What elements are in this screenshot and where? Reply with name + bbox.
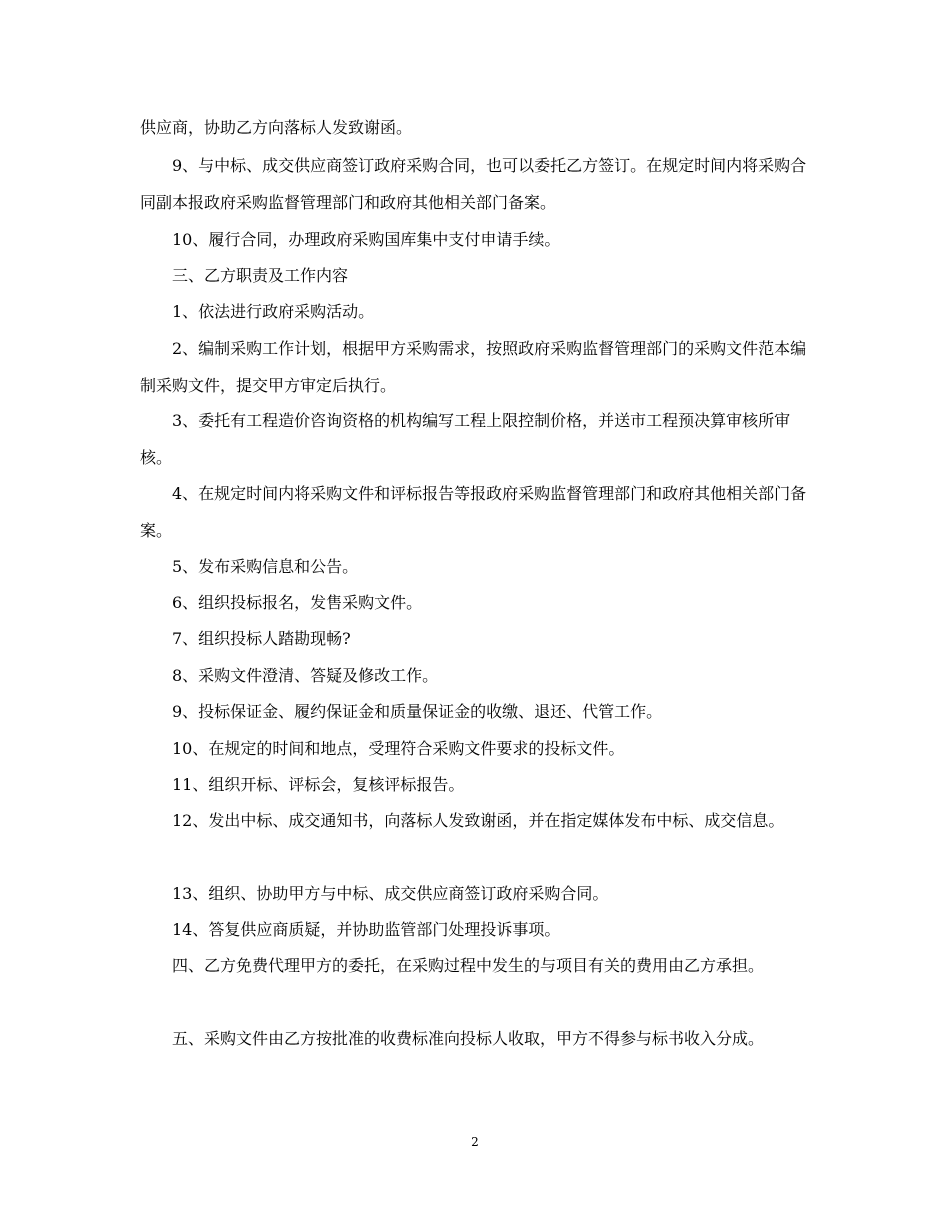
section-heading-3: 三、乙方职责及工作内容 xyxy=(172,266,349,285)
paragraph-item-9-party-a: 9、与中标、成交供应商签订政府采购合同，也可以委托乙方签订。在规定时间内将采购合同副本报政府采购监督管理部门和政府其他相关部门备案。 xyxy=(140,156,807,212)
section-heading-4: 四、乙方免费代理甲方的委托，在采购过程中发生的与项目有关的费用由乙方承担。 xyxy=(172,956,765,975)
paragraph-item-12: 12、发出中标、成交通知书，向落标人发致谢函，并在指定媒体发布中标、成交信息。 xyxy=(172,811,785,830)
paragraph-continuation: 供应商，协助乙方向落标人发致谢函。 xyxy=(140,118,413,137)
paragraph-item-6: 6、组织投标报名，发售采购文件。 xyxy=(172,593,423,612)
page-number: 2 xyxy=(471,1135,479,1149)
paragraph-item-7: 7、组织投标人踏勘现畅? xyxy=(172,629,351,648)
paragraph-item-1: 1、依法进行政府采购活动。 xyxy=(172,302,375,321)
paragraph-item-2: 2、编制采购工作计划，根据甲方采购需求，按照政府采购监督管理部门的采购文件范本编制采购文件，提交甲方审定后执行。 xyxy=(140,339,807,395)
paragraph-item-5: 5、发布采购信息和公告。 xyxy=(172,557,359,576)
paragraph-item-13: 13、组织、协助甲方与中标、成交供应商签订政府采购合同。 xyxy=(172,884,609,903)
section-heading-5: 五、采购文件由乙方按批准的收费标准向投标人收取，甲方不得参与标书收入分成。 xyxy=(172,1029,765,1048)
paragraph-item-8: 8、采购文件澄清、答疑及修改工作。 xyxy=(172,666,439,685)
paragraph-item-10-party-a: 10、履行合同，办理政府采购国库集中支付申请手续。 xyxy=(172,230,561,249)
paragraph-item-4: 4、在规定时间内将采购文件和评标报告等报政府采购监督管理部门和政府其他相关部门备案。 xyxy=(140,484,807,540)
paragraph-item-3: 3、委托有工程造价咨询资格的机构编写工程上限控制价格，并送市工程预决算审核所审核。 xyxy=(140,411,791,467)
paragraph-item-14: 14、答复供应商质疑，并协助监管部门处理投诉事项。 xyxy=(172,920,561,939)
paragraph-item-9: 9、投标保证金、履约保证金和质量保证金的收缴、退还、代管工作。 xyxy=(172,702,663,721)
paragraph-item-11: 11、组织开标、评标会，复核评标报告。 xyxy=(172,775,465,794)
paragraph-item-10: 10、在规定的时间和地点，受理符合采购文件要求的投标文件。 xyxy=(172,739,625,758)
